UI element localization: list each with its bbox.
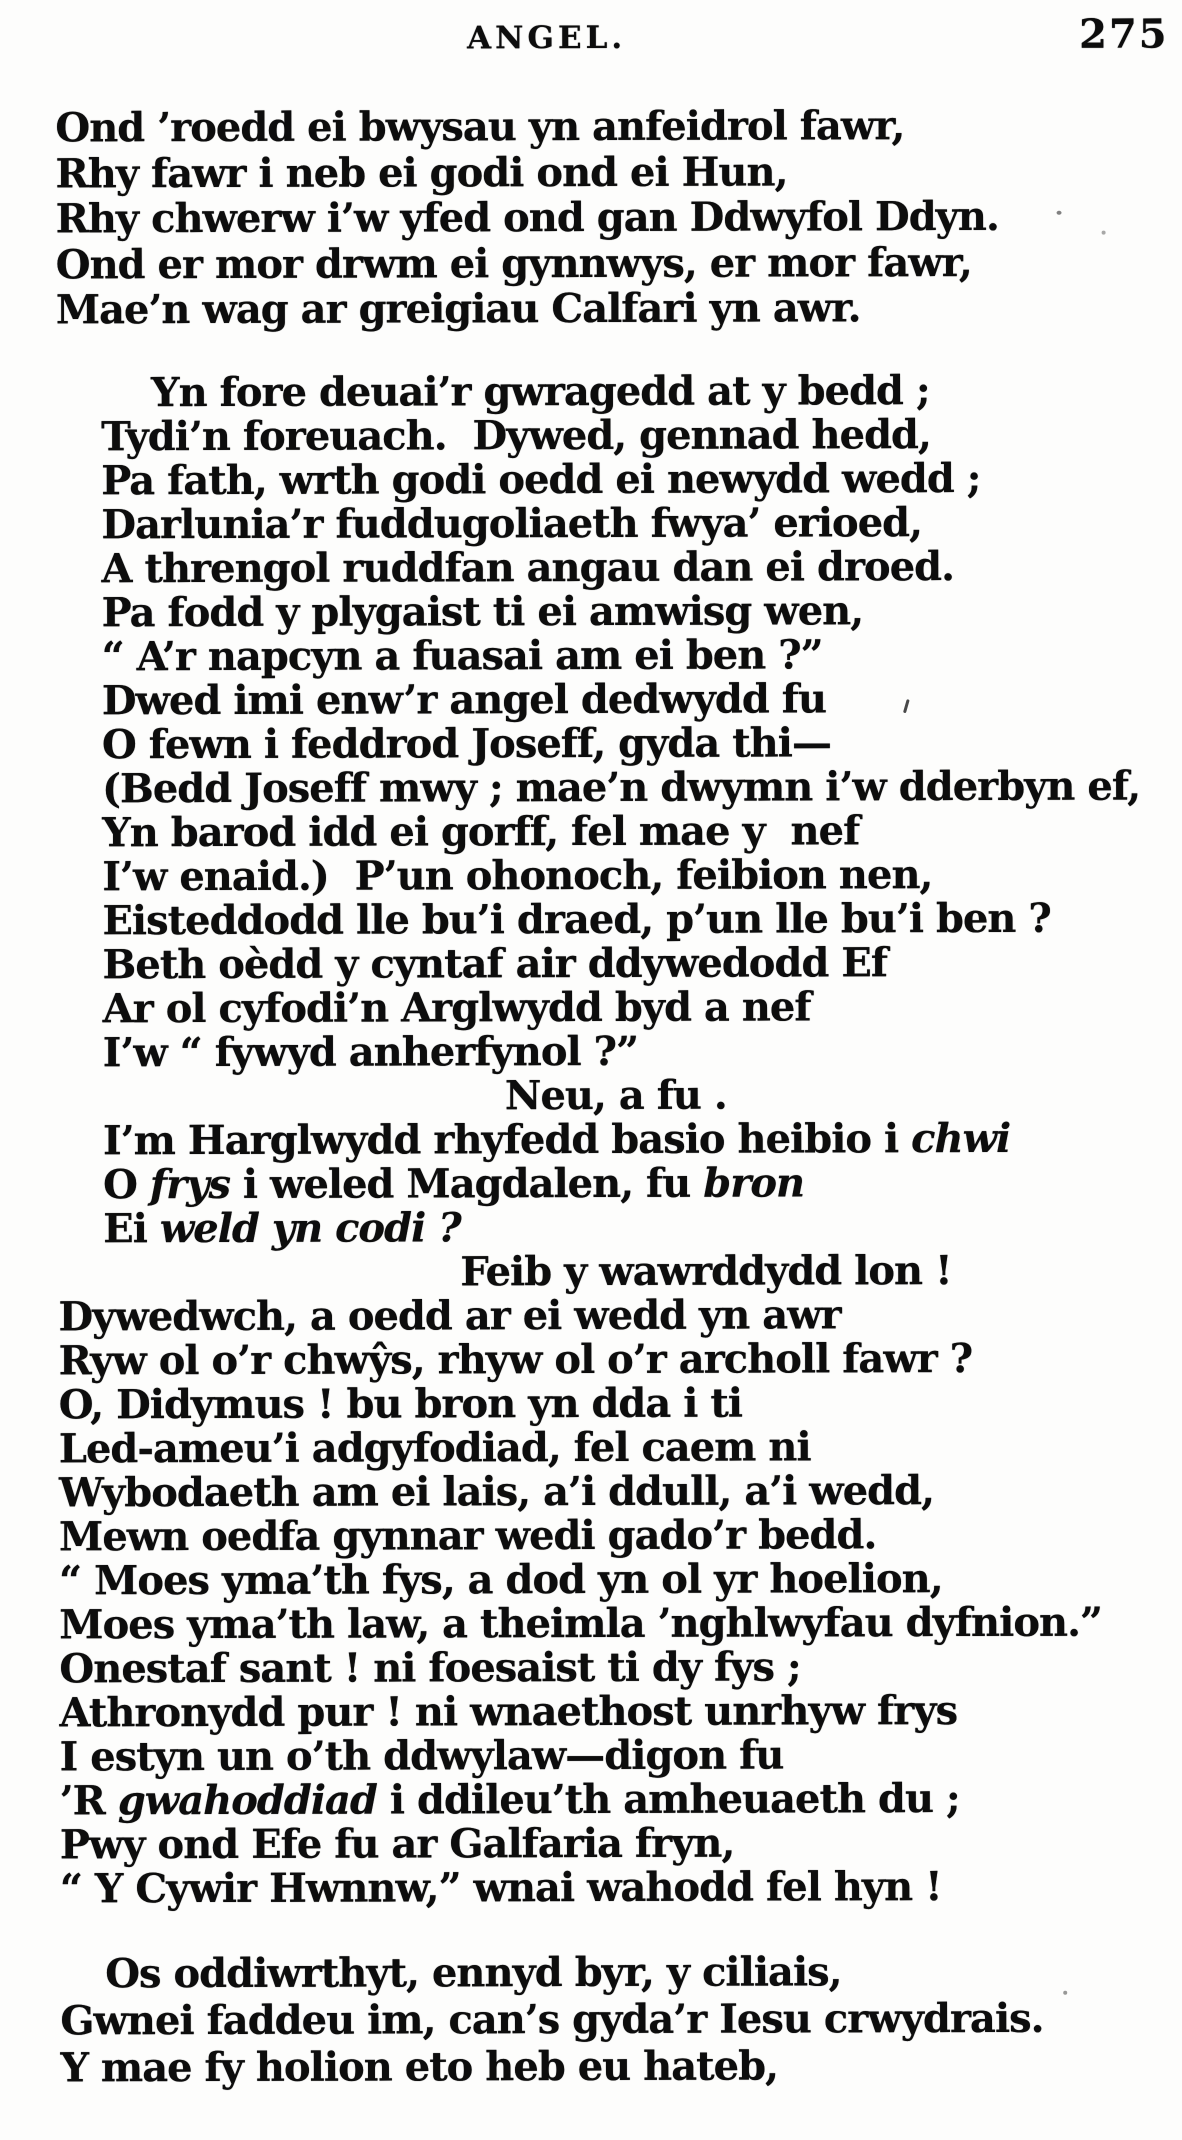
poem-segment: Eisteddodd lle bu’i draed, p’un lle bu’i ben ? (102, 894, 1051, 945)
poem-segment: Y mae fy holion eto heb eu hateb, (60, 2042, 779, 2092)
poem-line (4, 1512, 1182, 1559)
poem-line (2, 896, 1182, 943)
poem-segment: Ryw ol o’r chwŷs, rhyw ol o’r archoll fawr ? (58, 1335, 973, 1385)
poem-line (3, 1292, 1182, 1339)
poem-segment: i weled Magdalen, fu (229, 1159, 704, 1208)
poem-line (2, 676, 1182, 723)
poem-segment: O fewn i feddrod Joseff, gyda thi— (101, 719, 831, 769)
poem-segment: Dywedwch, a oedd ar ei wedd yn awr (58, 1291, 841, 1341)
poem-segment: Pa fodd y plygaist ti ei amwisg wen, (101, 587, 864, 637)
poem-segment: I’m Harglwydd rhyfedd basio heibio i (102, 1115, 912, 1165)
poem-segment: (Bedd Joseff mwy ; mae’n dwymn i’w dderbyn ef, (102, 762, 1141, 813)
poem-segment: I’w enaid.) P’un ohonoch, feibion nen, (102, 851, 933, 901)
poem-line (3, 1160, 1182, 1207)
poem-line (2, 808, 1182, 855)
poem-line (1, 412, 1182, 459)
poem-segment: Moes yma’th law, a theimla ’nghlwyfau dyfnion.” (59, 1598, 1103, 1649)
poem-line (5, 1732, 1182, 1779)
page-number: 275 (1079, 10, 1169, 58)
poem-line (2, 720, 1182, 767)
poem-line (1, 193, 1182, 242)
poem-line (3, 1028, 1182, 1075)
poem-segment: Beth oèdd y cyntaf air ddywedodd Ef (102, 939, 888, 989)
scan-speck (1102, 231, 1106, 235)
poem-line (4, 1336, 1182, 1383)
poem-segment: Onestaf sant ! ni foesaist ti dy fys ; (59, 1643, 801, 1693)
poem-segment: Neu, a fu . (504, 1071, 727, 1120)
poem-line (3, 1116, 1182, 1163)
poem-line (5, 1864, 1182, 1911)
poem-segment: I estyn un o’th ddwylaw—digon fu (59, 1731, 784, 1781)
scan-speck (1063, 1991, 1067, 1995)
poem-line (0, 102, 1182, 151)
poem-segment: ’R (59, 1777, 118, 1825)
poem-segment: Wybodaeth am ei lais, a’i ddull, a’i wedd, (58, 1467, 935, 1517)
poem-segment: Rhy chwerw i’w yfed ond gan Ddwyfol Ddyn. (55, 192, 999, 243)
poem-segment: O, Didymus ! bu bron yn dda i ti (58, 1379, 743, 1429)
scan-speck (1057, 211, 1062, 215)
poem-segment: i ddileu’th amheuaeth du ; (376, 1775, 960, 1824)
running-header-title: ANGEL. (467, 19, 627, 57)
poem-segment: Ond ’roedd ei bwysau yn anfeidrol fawr, (55, 102, 905, 152)
poem-italic-segment: chwi (911, 1114, 1011, 1163)
poem-segment: I’w “ fywyd anherfynol ?” (102, 1027, 639, 1077)
poem-line (2, 632, 1182, 679)
poem-line (4, 1556, 1182, 1603)
poem-italic-segment: bron (703, 1159, 805, 1207)
poem-line (0, 148, 1182, 197)
poem-line (5, 2041, 1182, 2091)
poem-segment: “ Moes yma’th fys, a dod yn ol yr hoelion, (59, 1555, 943, 1605)
poem-line (4, 1688, 1182, 1735)
poem-line (2, 764, 1182, 811)
poem-segment: Dwed imi enw’r angel dedwydd fu (101, 675, 827, 725)
poem-line (1, 544, 1182, 591)
poem-segment: Os oddiwrthyt, ennyd byr, y ciliais, (105, 1948, 842, 1998)
poem-line (2, 940, 1182, 987)
stanza-2 (1, 368, 1182, 1911)
poem-italic-segment: weld yn codi ? (159, 1204, 461, 1253)
poem-line (1, 456, 1182, 503)
poem-segment: Ar ol cyfodi’n Arglwydd byd a nef (102, 983, 811, 1033)
poem-segment: Ond er mor drwm ei gynnwys, er mor fawr, (55, 238, 972, 288)
poem-segment: Ei (103, 1205, 160, 1253)
poem-line (5, 1947, 1182, 1997)
poem-segment: Pwy ond Efe fu ar Galfaria fryn, (59, 1819, 735, 1869)
poem-line (3, 1248, 1182, 1295)
poem-line (1, 284, 1182, 333)
stanza-3 (5, 1947, 1182, 2091)
poem-segment: Mae’n wag ar greigiau Calfari yn awr. (55, 284, 861, 334)
poem-line (3, 984, 1182, 1031)
stanza-1 (0, 102, 1182, 333)
poem-line (4, 1424, 1182, 1471)
poem-segment: Yn fore deuai’r gwragedd at y bedd ; (150, 367, 930, 417)
poem-segment: “ A’r napcyn a fuasai am ei ben ?” (101, 631, 823, 681)
poem-line (1, 500, 1182, 547)
poem-italic-segment: gwahoddiad (117, 1776, 377, 1825)
poem-segment: Gwnei faddeu im, can’s gyda’r Iesu crwydrais. (60, 1994, 1044, 2045)
poem-line (3, 1204, 1182, 1251)
poem-line (2, 852, 1182, 899)
poem-segment: O (103, 1161, 150, 1209)
poem-segment: Rhy fawr i neb ei godi ond ei Hun, (55, 147, 788, 197)
poem-line (1, 239, 1182, 288)
poem-line (4, 1600, 1182, 1647)
poem-line (1, 368, 1182, 415)
poem-line (5, 1820, 1182, 1867)
poem-segment: Pa fath, wrth godi oedd ei newydd wedd ; (101, 454, 981, 505)
poem-line (2, 588, 1182, 635)
poem-segment: A threngol ruddfan angau dan ei droed. (101, 543, 955, 593)
poem-segment: Athronydd pur ! ni wnaethost unrhyw frys (59, 1687, 958, 1737)
poem-line (4, 1380, 1182, 1427)
poem-line (5, 1776, 1182, 1823)
poem-line (4, 1468, 1182, 1515)
poem-segment: Led-ameu’i adgyfodiad, fel caem ni (58, 1423, 811, 1473)
poem-segment: Tydi’n foreuach. Dywed, gennad hedd, (101, 411, 931, 461)
poem-segment: “ Y Cywir Hwnnw,” wnai wahodd fel hyn ! (59, 1863, 942, 1913)
poem-line (4, 1644, 1182, 1691)
poem-line (5, 1994, 1182, 2044)
poem-segment: Darlunia’r fuddugoliaeth fwya’ erioed, (101, 499, 923, 549)
poem-italic-segment: frys (149, 1160, 230, 1209)
poem-segment: Mewn oedfa gynnar wedi gado’r bedd. (58, 1511, 877, 1561)
poem-line (3, 1072, 1182, 1119)
poem-segment: Feib y wawrddydd lon ! (460, 1247, 952, 1296)
poem-segment: Yn barod idd ei gorff, fel mae y nef (102, 807, 860, 857)
